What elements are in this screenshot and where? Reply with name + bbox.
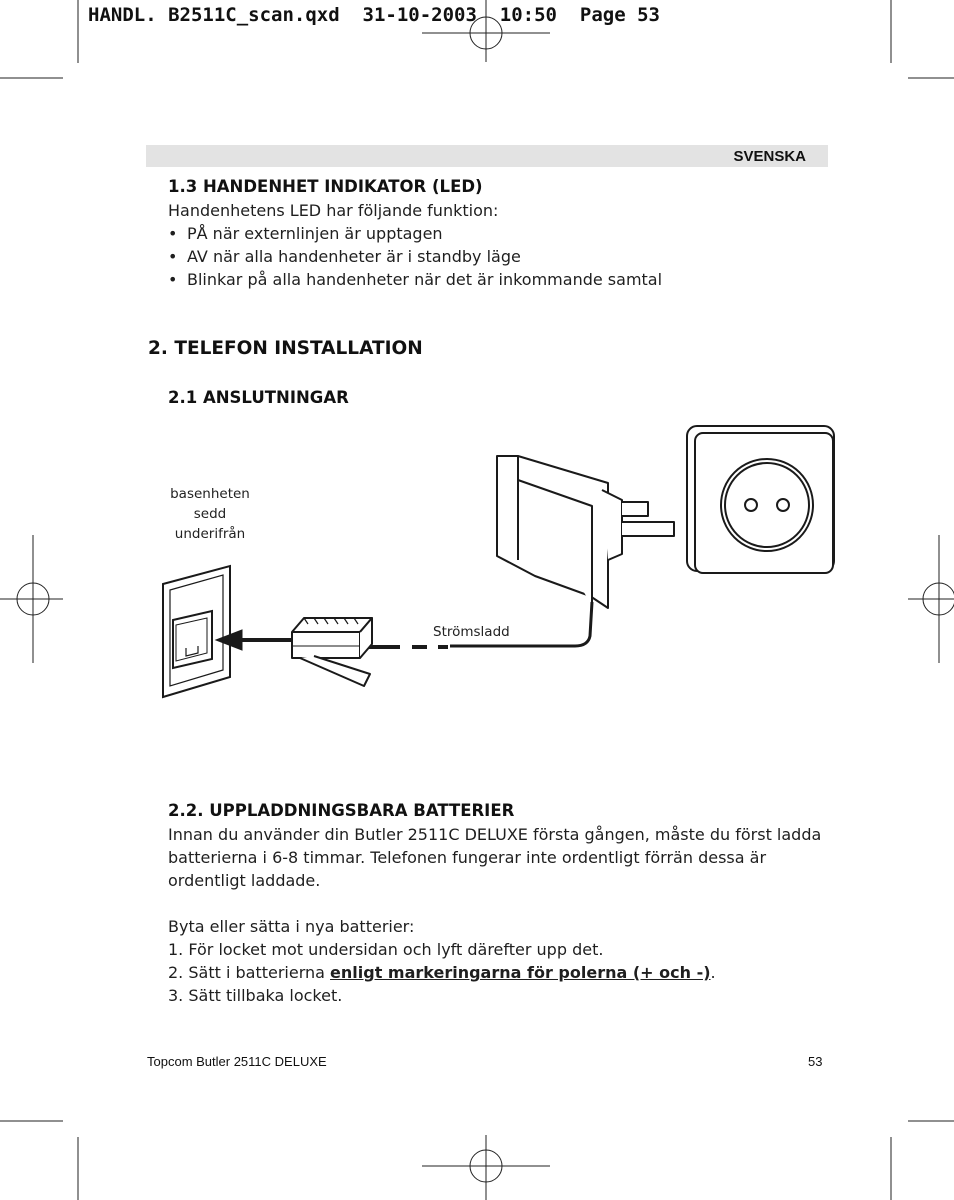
step-item: 2. Sätt i batterierna enligt markeringarna för polerna (+ och -). [168, 963, 716, 982]
language-bar [146, 145, 828, 167]
bullet-item: • AV när alla handenheter är i standby läge [168, 245, 818, 268]
section-1-3-intro: Handenhetens LED har följande funktion: [168, 201, 499, 220]
step-item: 3. Sätt tillbaka locket. [168, 986, 343, 1005]
section-2-1-heading: 2.1 ANSLUTNINGAR [168, 388, 349, 407]
power-adapter-illustration [450, 456, 674, 646]
section-1-3-body [168, 199, 818, 291]
registration-mark-left [0, 535, 63, 663]
section-2-heading: 2. TELEFON INSTALLATION [148, 338, 423, 359]
steps-intro: Byta eller sätta i nya batterier: [168, 917, 415, 936]
base-station-underside-illustration [163, 566, 230, 697]
section-2-2-heading: 2.2. UPPLADDNINGSBARA BATTERIER [168, 801, 515, 820]
power-cord-label: Strömsladd [433, 624, 510, 640]
section-1-3-heading: 1.3 HANDENHET INDIKATOR (LED) [168, 177, 483, 196]
footer-page-number: 53 [808, 1054, 823, 1069]
section-2-2-body [168, 823, 828, 1007]
registration-mark-bottom [422, 1135, 550, 1200]
bullet-item: • PÅ när externlinjen är upptagen [168, 222, 818, 245]
language-label: SVENSKA [733, 148, 806, 165]
connection-illustration [150, 420, 850, 710]
registration-mark-right [908, 535, 954, 663]
step-item: 1. För locket mot undersidan och lyft därefter upp det. [168, 940, 604, 959]
footer-product-name: Topcom Butler 2511C DELUXE [147, 1054, 327, 1069]
polarity-emphasis: enligt markeringarna för polerna (+ och -) [330, 963, 711, 982]
paragraph-line: ordentligt laddade. [168, 871, 321, 890]
paragraph-line: Innan du använder din Butler 2511C DELUXE första gången, måste du först ladda [168, 825, 822, 844]
paragraph-line: batterierna i 6-8 timmar. Telefonen fungerar inte ordentligt förrän dessa är [168, 848, 767, 867]
wall-socket-illustration [687, 426, 834, 573]
rj-plug-illustration [292, 618, 372, 686]
file-slug-line: HANDL. B2511C_scan.qxd 31-10-2003 10:50 Page 53 [88, 4, 660, 26]
bullet-item: • Blinkar på alla handenheter när det är inkommande samtal [168, 268, 818, 291]
base-station-label: basenheten sedd underifrån [170, 486, 250, 542]
